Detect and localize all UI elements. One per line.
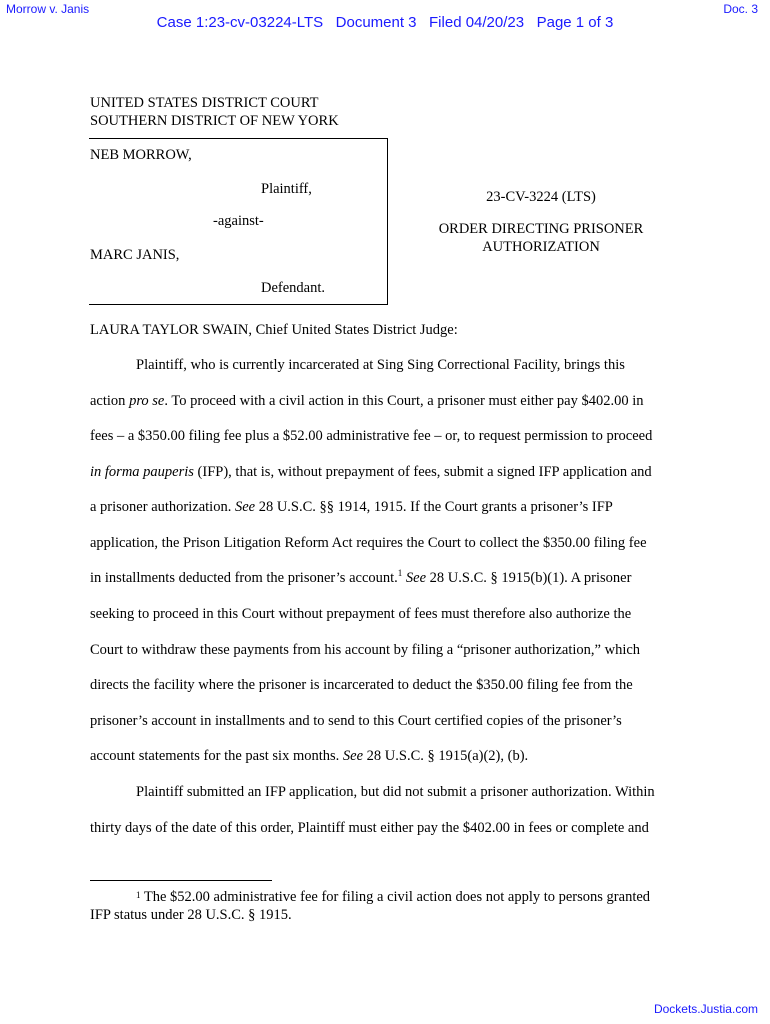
court-district: SOUTHERN DISTRICT OF NEW YORK: [90, 113, 339, 129]
body-line: account statements for the past six months. See 28 U.S.C. § 1915(a)(2), (b).: [90, 748, 529, 764]
docket-header: Case 1:23-cv-03224-LTS Document 3 Filed 04/20/23 Page 1 of 3: [156, 14, 614, 31]
defendant-name: MARC JANIS,: [90, 247, 180, 263]
body-line: Plaintiff, who is currently incarcerated at Sing Sing Correctional Facility, brings this: [136, 357, 625, 373]
case-name-link[interactable]: Morrow v. Janis: [6, 2, 90, 16]
body-line: Court to withdraw these payments from his account by filing a “prisoner authorization,” which: [90, 642, 641, 658]
body-line: application, the Prison Litigation Reform Act requires the Court to collect the $350.00 filing fee: [90, 535, 647, 551]
court-name: UNITED STATES DISTRICT COURT: [90, 95, 319, 111]
footnote-ref: 1: [397, 568, 403, 578]
footnote-line: IFP status under 28 U.S.C. § 1915.: [90, 907, 292, 923]
judge-line: LAURA TAYLOR SWAIN, Chief United States District Judge:: [90, 322, 458, 338]
body-line: in forma pauperis (IFP), that is, without prepayment of fees, submit a signed IFP application and: [90, 464, 652, 480]
footnote-divider: [90, 880, 272, 881]
body-line: prisoner’s account in installments and to send to this Court certified copies of the prisoner’s: [90, 713, 622, 729]
body-line: thirty days of the date of this order, Plaintiff must either pay the $402.00 in fees or complete and: [90, 820, 649, 836]
body-line: action pro se. To proceed with a civil action in this Court, a prisoner must either pay $402.00 in: [90, 393, 644, 409]
footnote-marker: 1: [136, 890, 141, 900]
footnote-line: $^1$ The $52.00 administrative fee for filing a civil action does not apply to persons granted: [136, 889, 651, 905]
plaintiff-role: Plaintiff,: [261, 181, 312, 197]
against-label: -against-: [213, 213, 264, 229]
defendant-role: Defendant.: [261, 280, 326, 296]
case-number: 23-CV-3224 (LTS): [486, 189, 596, 205]
body-line: directs the facility where the prisoner is incarcerated to deduct the $350.00 filing fee from the: [90, 677, 633, 693]
justia-link[interactable]: Dockets.Justia.com: [653, 1002, 758, 1016]
body-line: seeking to proceed in this Court without prepayment of fees must therefore also authorize the: [90, 606, 632, 622]
body-line: Plaintiff submitted an IFP application, but did not submit a prisoner authorization. Within: [136, 784, 655, 800]
order-title-line2: AUTHORIZATION: [482, 239, 600, 255]
body-line: in installments deducted from the prisoner’s account.$^1$ See 28 U.S.C. § 1915(b)(1). A prisoner: [90, 568, 632, 586]
doc-number-link[interactable]: Doc. 3: [723, 2, 758, 16]
plaintiff-name: NEB MORROW,: [90, 147, 192, 163]
body-line: fees – a $350.00 filing fee plus a $52.00 administrative fee – or, to request permission to proceed: [90, 428, 653, 444]
body-line: a prisoner authorization. See 28 U.S.C. §§ 1914, 1915. If the Court grants a prisoner’s IFP: [90, 499, 613, 515]
order-title-line1: ORDER DIRECTING PRISONER: [438, 221, 644, 237]
